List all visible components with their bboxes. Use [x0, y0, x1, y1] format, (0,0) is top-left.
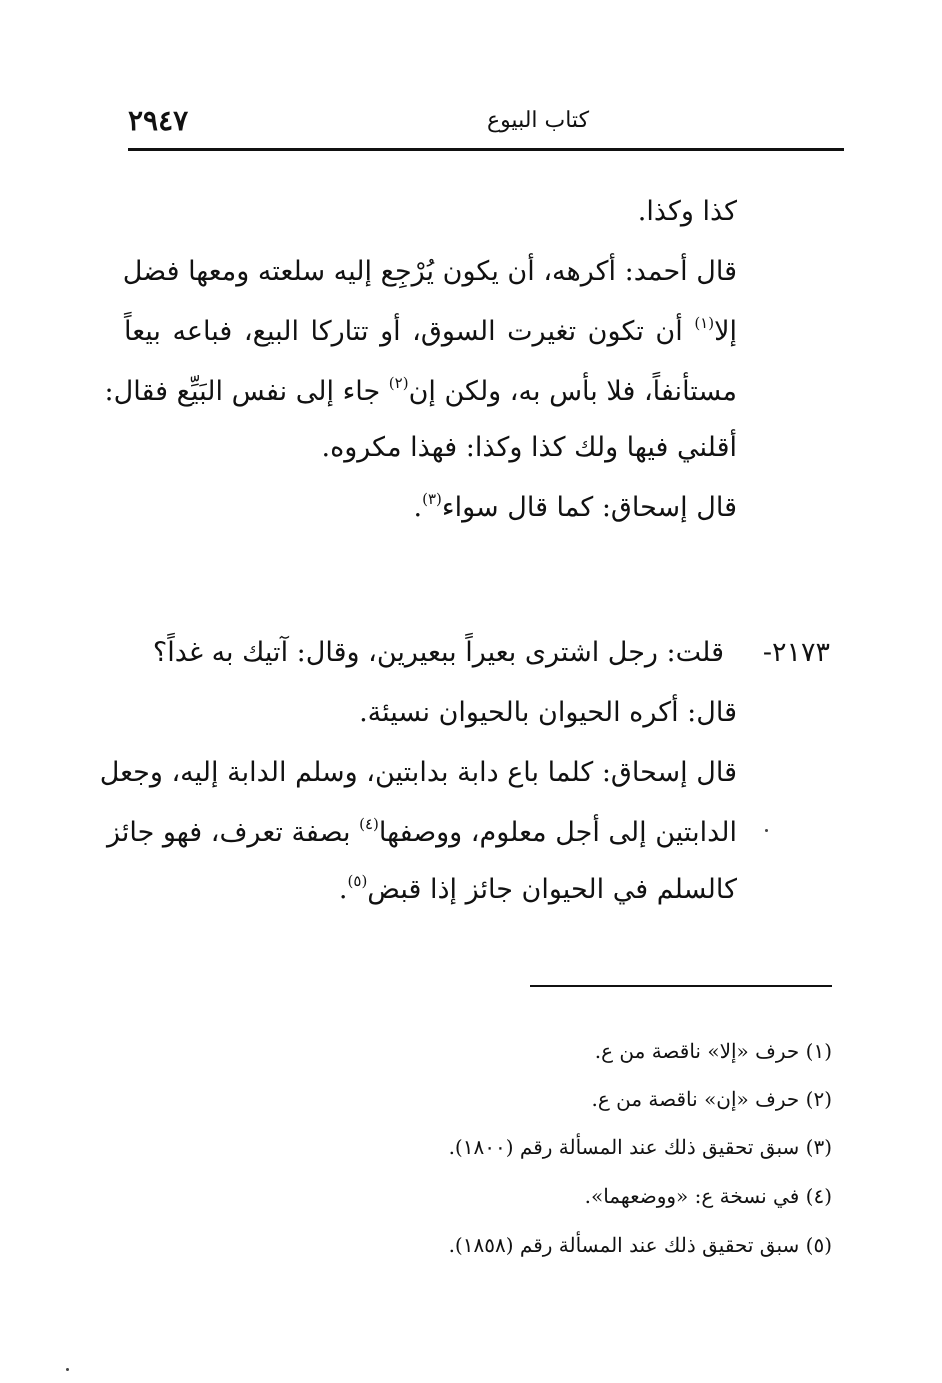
text-line — [99, 753, 737, 793]
running-title: كتاب البيوع — [486, 108, 590, 133]
footnote-ref: (١) — [694, 314, 715, 332]
line-text: كذا وكذا. — [637, 196, 737, 227]
line-text: أن تكون تغيرت السوق، أو تتاركا البيع، فباعه بيعاً — [124, 316, 695, 347]
text-line — [638, 192, 737, 232]
question-text — [153, 633, 724, 673]
line-text: الدابتين إلى أجل معلوم، ووصفها — [378, 817, 737, 848]
page-number: ٢٩٤٧ — [128, 104, 189, 137]
page-header — [128, 98, 844, 151]
question-number: ٢١٧٣- — [762, 637, 830, 668]
line-text: بصفة تعرف، فهو جائز — [106, 817, 360, 848]
text-line — [414, 488, 738, 528]
footnote: (٤) في نسخة ع: «ووضعهما». — [584, 1184, 832, 1208]
footnote: (٢) حرف «إن» ناقصة من ع. — [591, 1087, 832, 1111]
text-line — [106, 813, 737, 853]
text-line — [104, 372, 737, 412]
line-text: جاء إلى نفس البَيِّع فقال: — [104, 376, 389, 407]
footnote-ref: (٣) — [422, 490, 442, 508]
line-text: كالسلم في الحيوان جائز إذا قبض — [367, 874, 737, 905]
text-line — [322, 428, 738, 468]
line-text: . — [413, 492, 423, 523]
text-line — [124, 252, 737, 292]
text-line — [124, 312, 737, 352]
footnote-ref: (٥) — [347, 872, 368, 890]
line-text: . — [338, 874, 348, 905]
footnote: (٥) سبق تحقيق ذلك عند المسألة رقم (١٨٥٨). — [448, 1233, 832, 1257]
footnote: (٣) سبق تحقيق ذلك عند المسألة رقم (١٨٠٠). — [448, 1135, 832, 1159]
line-text: قال أحمد: أكرهه، أن يكون يُرْجِع إليه سلعته ومعها فضل — [122, 256, 737, 287]
footnote-ref: (٤) — [359, 815, 379, 833]
text-line — [339, 870, 737, 910]
line-text: إلا — [714, 316, 737, 347]
speck — [66, 1368, 69, 1371]
line-text: قال: أكره الحيوان بالحيوان نسيئة. — [359, 697, 737, 728]
line-text: مستأنفاً، فلا بأس به، ولكن إن — [408, 376, 737, 407]
line-text: قال إسحاق: كما قال سواء — [441, 492, 737, 523]
line-text: أقلني فيها ولك كذا وكذا: فهذا مكروه. — [321, 432, 737, 463]
answer-text — [359, 693, 737, 733]
line-text: قال إسحاق: كلما باع دابة بدابتين، وسلم الدابة إليه، وجعل — [99, 757, 737, 788]
footnote: (١) حرف «إلا» ناقصة من ع. — [594, 1039, 832, 1063]
line-text: قلت: رجل اشترى بعيراً ببعيرين، وقال: آتيك به غداً؟ — [152, 637, 724, 668]
speck — [765, 829, 768, 832]
footnote-ref: (٢) — [388, 374, 409, 392]
footnote-separator — [530, 985, 832, 987]
